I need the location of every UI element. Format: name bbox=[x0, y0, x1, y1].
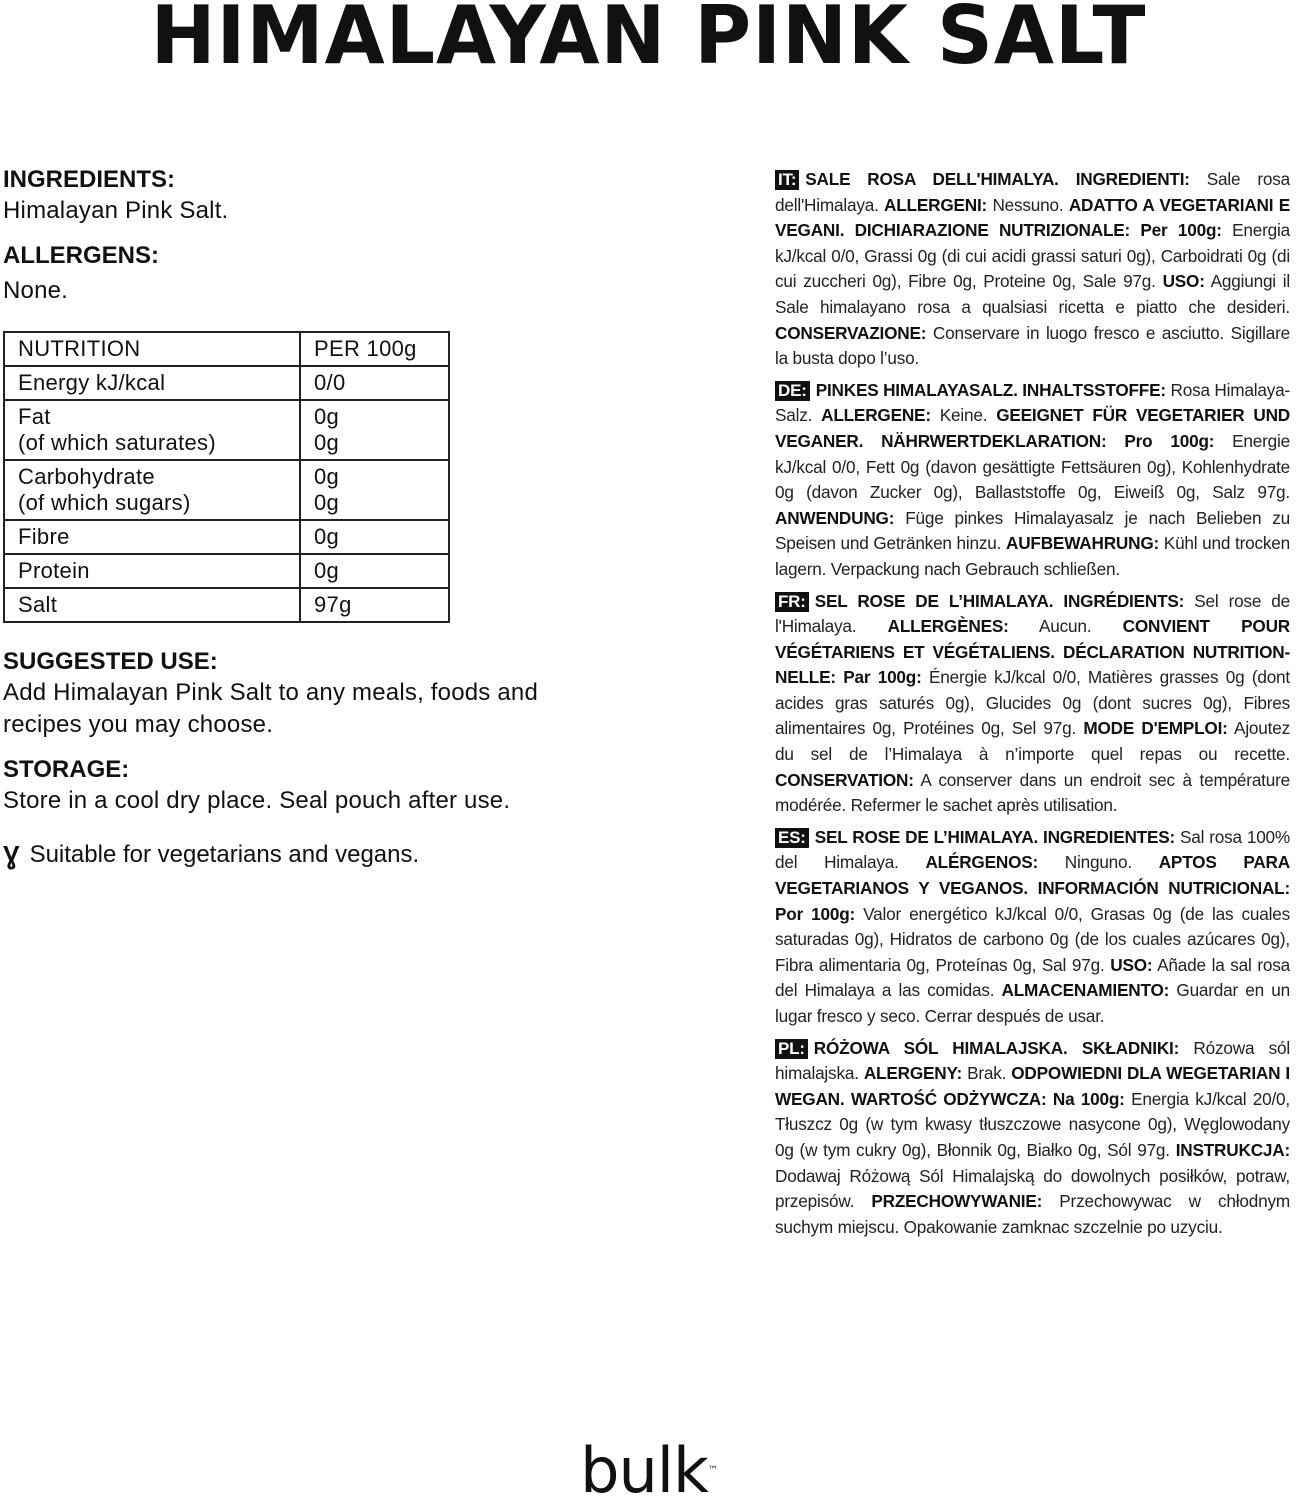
nutrition-header-row bbox=[4, 332, 449, 366]
bold-run: ALLERGENI: bbox=[884, 194, 988, 215]
table-row bbox=[4, 460, 449, 520]
nutrient-label-sub: (of which saturates) bbox=[18, 430, 216, 455]
lang-block-pl bbox=[775, 1036, 1290, 1241]
page-title: HIMALAYAN PINK SALT bbox=[150, 0, 1147, 82]
lang-block-fr bbox=[775, 589, 1290, 819]
logo-text: bulk bbox=[580, 1434, 708, 1507]
nutrient-label-sub: (of which sugars) bbox=[18, 490, 191, 515]
nutrient-value-sub: 0g bbox=[314, 490, 340, 515]
bold-run: PRZECHOWYWANIE: bbox=[871, 1191, 1043, 1212]
text-run: Sal rosa 100% del Himalaya. bbox=[775, 826, 1291, 873]
table-row bbox=[4, 366, 449, 400]
table-row bbox=[4, 588, 449, 622]
lang-code-badge: DE: bbox=[775, 381, 810, 401]
bold-run: GEEIGNET FÜR VEGETARIER UND VEGANER. NÄHRWERTDEKLARATION: Pro 100g: bbox=[775, 405, 1290, 451]
nutrient-label-main: Fat bbox=[18, 404, 51, 429]
text-run: Keine. bbox=[930, 405, 997, 426]
nutrient-value-main: 0g bbox=[314, 464, 340, 489]
translations-panel bbox=[775, 167, 1290, 1246]
text-run: Brak. bbox=[962, 1063, 1012, 1084]
table-row bbox=[4, 520, 449, 554]
text-run: Nessuno. bbox=[987, 194, 1069, 215]
nutrient-value bbox=[300, 460, 449, 520]
storage-text: Store in a cool dry place. Seal pouch after use. bbox=[3, 787, 511, 814]
bold-run: CONVIENT POUR VÉGÉTARIENS ET VÉGÉTALIENS. DÉCLARATION NUTRITION-NELLE: Par 100g: bbox=[775, 616, 1291, 688]
text-run: Rosa Himalaya-Salz. bbox=[775, 379, 1290, 426]
nutrient-value: 0g bbox=[300, 554, 449, 588]
text-run: Energia kJ/kcal 0/0, Grassi 0g (di cui acidi grassi saturi 0g), Carboidrati 0g (di cui zuccheri 0g), Fibre 0g, Proteine 0g, Sale 97g. bbox=[775, 220, 1290, 292]
bold-run: ODPOWIEDNI DLA WEGETARIAN I WEGAN. WARTOŚĆ ODŻYWCZA: Na 100g: bbox=[775, 1063, 1290, 1109]
nutrient-label: Protein bbox=[4, 554, 300, 588]
bold-run: RÓŻOWA SÓL HIMALAJSKA. SKŁADNIKI: bbox=[813, 1037, 1180, 1058]
nutrient-label bbox=[4, 400, 300, 460]
lang-code-badge: FR: bbox=[775, 592, 809, 612]
ingredients-heading: INGREDIENTS: bbox=[3, 166, 176, 193]
bold-run: PINKES HIMALAYASALZ. INHALTSSTOFFE: bbox=[815, 379, 1166, 400]
text-run: Ajoutez du sel de l’Himalaya à n’importe quel repas ou recette. bbox=[775, 718, 1290, 765]
lang-block-it bbox=[775, 167, 1290, 372]
text-run: Guardar en un lugar fresco y seco. Cerrar después de usar. bbox=[775, 980, 1290, 1026]
text-run: Aggiungi il Sale himalayano rosa a qualsiasi ricetta e piatto che desideri. bbox=[775, 271, 1290, 317]
text-run: Valor energético kJ/kcal 0/0, Grasas 0g (de las cuales saturadas 0g), Hidratos de carbono 0g (de los cuales azúcares 0g), Fibra alimentaria 0g, Proteínas 0g, Sal 97g. bbox=[775, 903, 1290, 975]
vegan-note bbox=[3, 839, 603, 871]
lang-block-de bbox=[775, 378, 1290, 583]
text-run: Aucun. bbox=[1008, 616, 1123, 637]
nutrient-label: Fibre bbox=[4, 520, 300, 554]
vegetarian-icon: Ɣ bbox=[3, 840, 20, 870]
nutrient-value: 0g bbox=[300, 520, 449, 554]
text-run: A conserver dans un endroit sec à température modérée. Refermer le sachet après utilisation. bbox=[775, 769, 1290, 816]
nutrient-value: 97g bbox=[300, 588, 449, 622]
suggested-use-heading: SUGGESTED USE: bbox=[3, 648, 218, 675]
bold-run: ADATTO A VEGETARIANI E VEGANI. DICHIARAZIONE NUTRIZIONALE: Per 100g: bbox=[775, 194, 1290, 241]
bold-run: MODE D'EMPLOI: bbox=[1083, 718, 1228, 739]
vegan-note-text: Suitable for vegetarians and vegans. bbox=[29, 841, 420, 868]
nutrition-header-per100g: PER 100g bbox=[300, 332, 449, 366]
text-run: Przechowywac w chłodnym suchym miejscu. Opakowanie zamknac szczelnie po uzyciu. bbox=[775, 1191, 1290, 1237]
bold-run: ALMACENAMIENTO: bbox=[1001, 980, 1170, 1001]
ingredients-text: Himalayan Pink Salt. bbox=[3, 197, 229, 224]
lang-code-badge: PL: bbox=[775, 1039, 808, 1059]
bold-run: USO: bbox=[1110, 954, 1153, 975]
bold-run: SEL ROSE DE L’HIMALAYA. INGRÉDIENTS: bbox=[814, 590, 1185, 611]
text-run: Füge pinkes Himalayasalz je nach Belieben zu Speisen und Getränken hinzu. bbox=[775, 507, 1290, 554]
bold-run: AUFBEWAHRUNG: bbox=[1006, 533, 1160, 554]
text-run: Kühl und trocken lagern. Verpackung nach Gebrauch schließen. bbox=[775, 533, 1290, 579]
bold-run: ALLERGÈNES: bbox=[887, 616, 1009, 637]
bold-run: USO: bbox=[1162, 271, 1205, 292]
text-run: Rózowa sól himalajska. bbox=[775, 1037, 1290, 1084]
nutrient-value-main: 0g bbox=[314, 404, 340, 429]
text-run: Añade la sal rosa del Himalaya a las comidas. bbox=[775, 954, 1290, 1001]
trademark-mark: ™ bbox=[707, 1465, 717, 1476]
bold-run: APTOS PARA VEGETARIANOS Y VEGANOS. INFORMACIÓN NUTRICIONAL: Por 100g: bbox=[775, 852, 1290, 924]
suggested-use-text: Add Himalayan Pink Salt to any meals, foods and recipes you may choose. bbox=[3, 679, 539, 738]
table-row bbox=[4, 400, 449, 460]
nutrient-label-main: Carbohydrate bbox=[18, 464, 155, 489]
nutrient-value: 0/0 bbox=[300, 366, 449, 400]
lang-code-badge: ES: bbox=[775, 828, 809, 848]
allergens-heading: ALLERGENS: bbox=[3, 242, 159, 269]
text-run: Ninguno. bbox=[1038, 852, 1159, 873]
nutrient-value-sub: 0g bbox=[314, 430, 340, 455]
nutrient-label: Salt bbox=[4, 588, 300, 622]
nutrition-table bbox=[3, 331, 450, 623]
bold-run: SEL ROSE DE L’HIMALAYA. INGREDIENTES: bbox=[814, 826, 1176, 847]
bold-run: ALÉRGENOS: bbox=[925, 852, 1039, 873]
storage-heading: STORAGE: bbox=[3, 756, 130, 783]
text-run: Conservare in luogo fresco e asciutto. Sigillare la busta dopo l’uso. bbox=[775, 322, 1290, 369]
table-row bbox=[4, 554, 449, 588]
text-run: Sale rosa dell'Himalaya. bbox=[775, 169, 1290, 215]
nutrient-label: Energy kJ/kcal bbox=[4, 366, 300, 400]
text-run: Energie kJ/kcal 0/0, Fett 0g (davon gesättigte Fettsäuren 0g), Kohlenhydrate 0g (davon Zucker 0g), Ballaststoffe 0g, Eiweiß 0g, Salz 97g. bbox=[775, 430, 1290, 503]
text-run: Énergie kJ/kcal 0/0, Matières grasses 0g (dont acides gras saturés 0g), Glucides 0g (dont sucres 0g), Fibres alimentaires 0g, Protéines 0g, Sel 97g. bbox=[775, 667, 1290, 739]
text-run: Dodawaj Różową Sól Himalajską do dowolnych posiłków, potraw, przepisów. bbox=[775, 1165, 1290, 1212]
lang-block-es bbox=[775, 825, 1290, 1030]
text-run: Sel rose de l'Himalaya. bbox=[775, 590, 1290, 637]
bold-run: INSTRUKCJA: bbox=[1175, 1139, 1290, 1160]
bold-run: CONSERVAZIONE: bbox=[775, 322, 927, 343]
text-run: Energia kJ/kcal 20/0, Tłuszcz 0g (w tym kwasy tłuszczowe nasycone 0g), Węglowodany 0g (w tym cukry 0g), Błonnik 0g, Białko 0g, Sól 97g. bbox=[775, 1088, 1290, 1160]
bold-run: ANWENDUNG: bbox=[775, 507, 895, 528]
bold-run: SALE ROSA DELL'HIMALYA. INGREDIENTI: bbox=[805, 169, 1190, 189]
bold-run: CONSERVATION: bbox=[775, 769, 914, 790]
lang-code-badge: IT: bbox=[775, 170, 799, 190]
bold-run: ALERGENY: bbox=[863, 1063, 962, 1084]
nutrition-header-label: NUTRITION bbox=[4, 332, 300, 366]
bold-run: ALLERGENE: bbox=[821, 405, 931, 426]
allergens-text: None. bbox=[3, 277, 69, 304]
english-panel bbox=[3, 165, 603, 871]
nutrient-value bbox=[300, 400, 449, 460]
bulk-logo bbox=[0, 1434, 1297, 1507]
nutrient-label bbox=[4, 460, 300, 520]
